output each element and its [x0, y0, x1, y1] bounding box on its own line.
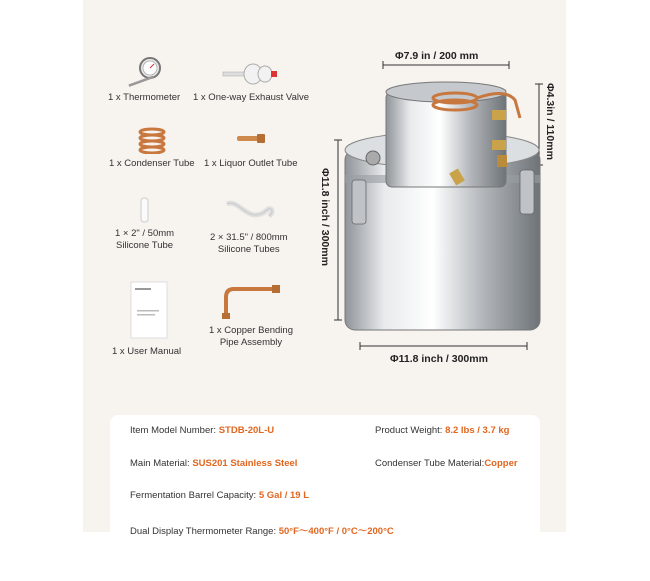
spec-model-number: Item Model Number: STDB-20L-U [130, 425, 275, 436]
barrel-height-label: Φ11.8 inch / 300mm [319, 168, 331, 266]
top-height-label: Φ4.3in / 110mm [544, 83, 556, 160]
spec-product-weight: Product Weight: 8.2 lbs / 3.7 kg [375, 425, 510, 436]
accessory-exhaust-valve: 1 x One-way Exhaust Valve [193, 60, 309, 104]
spec-barrel-capacity: Fermentation Barrel Capacity: 5 Gal / 19 L [130, 490, 310, 501]
barrel-diameter-label: Φ11.8 inch / 300mm [390, 353, 488, 365]
spec-thermometer-range: Dual Display Thermometer Range: 50°F～400°F / 0°C～200°C [130, 526, 394, 537]
accessory-user-manual: 1 x User Manual [112, 280, 181, 358]
spec-condenser-material: Condenser Tube Material:Copper [375, 458, 518, 469]
accessory-silicone-tubes: 2 × 31.5" / 800mm Silicone Tubes [210, 196, 288, 256]
accessory-liquor-outlet-tube: 1 x Liquor Outlet Tube [204, 126, 297, 170]
condenser-pot [386, 92, 506, 187]
accessory-thermometer: 1 x Thermometer [108, 56, 180, 104]
accessory-copper-bending-pipe: 1 x Copper Bending Pipe Assembly [209, 283, 293, 349]
accessory-condenser-tube: 1 x Condenser Tube [109, 126, 195, 170]
spec-main-material: Main Material: SUS201 Stainless Steel [130, 458, 298, 469]
accessory-silicone-tube: 1 × 2" / 50mm Silicone Tube [115, 196, 174, 252]
top-diameter-label: Φ7.9 in / 200 mm [395, 50, 479, 62]
